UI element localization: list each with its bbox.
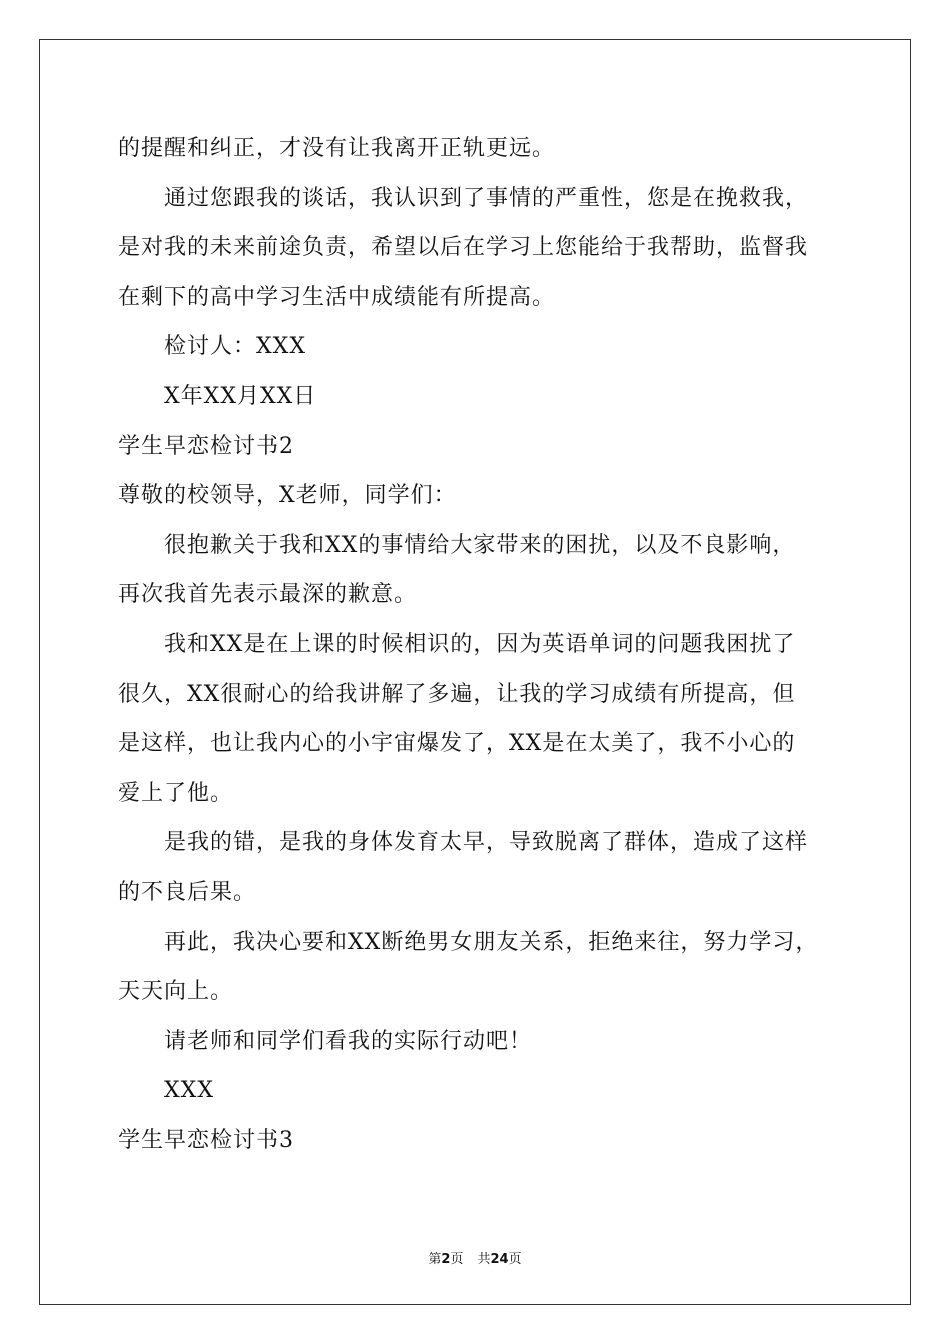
section-heading: 学生早恋检讨书2 <box>118 433 294 459</box>
total-suffix: 页 <box>508 1252 522 1267</box>
signature-line: 检讨人：XXX <box>164 334 306 360</box>
text-line: 是我的错，是我的身体发育太早，导致脱离了群体，造成了这样 <box>164 830 809 856</box>
signature-line: XXX <box>164 1078 214 1104</box>
text-line: 的提醒和纠正，才没有让我离开正轨更远。 <box>118 136 556 161</box>
text-line: 再次我首先表示最深的歉意。 <box>118 582 418 608</box>
page-prefix: 第 <box>428 1252 442 1267</box>
total-prefix: 共 <box>477 1252 491 1267</box>
current-page-number: 2 <box>441 1252 451 1267</box>
page-footer <box>0 1248 950 1267</box>
text-line: 在剩下的高中学习生活中成绩能有所提高。 <box>118 284 556 310</box>
date-line: X年XX月XX日 <box>164 383 317 409</box>
text-line: 是这样，也让我内心的小宇宙爆发了，XX是在太美了，我不小心的 <box>118 731 796 757</box>
text-line: 请老师和同学们看我的实际行动吧！ <box>164 1028 533 1054</box>
text-line: 通过您跟我的谈话，我认识到了事情的严重性，您是在挽救我， <box>164 185 809 211</box>
text-line: 我和XX是在上课的时候相识的，因为英语单词的问题我困扰了 <box>164 631 796 657</box>
salutation-line: 尊敬的校领导，X老师，同学们： <box>118 483 457 509</box>
text-line: 爱上了他。 <box>118 780 234 806</box>
text-line: 的不良后果。 <box>118 879 257 905</box>
total-page-count: 24 <box>490 1252 509 1267</box>
page-suffix: 页 <box>450 1252 464 1267</box>
document-body <box>118 124 838 1165</box>
text-line: 天天向上。 <box>118 979 234 1005</box>
text-line: 是对我的未来前途负责，希望以后在学习上您能给于我帮助，监督我 <box>118 235 809 261</box>
text-line: 再此，我决心要和XX断绝男女朋友关系，拒绝来往，努力学习， <box>164 929 819 955</box>
text-line: 很久，XX很耐心的给我讲解了多遍，让我的学习成绩有所提高，但 <box>118 681 796 707</box>
text-line: 很抱歉关于我和XX的事情给大家带来的困扰，以及不良影响， <box>164 532 796 558</box>
section-heading: 学生早恋检讨书3 <box>118 1127 294 1153</box>
